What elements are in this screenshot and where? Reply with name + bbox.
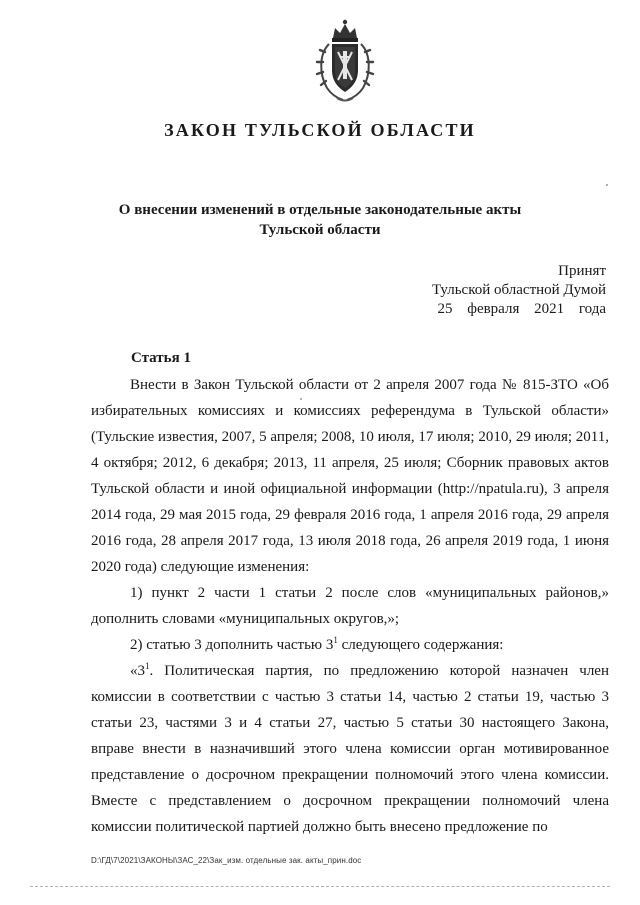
footer-file-path: D:\ГД\7\2021\ЗАКОНЫ\ЗАС_22\Зак_изм. отдельные зак. акты_прин.doc [91,856,362,865]
law-subject-line-2: Тульской области [259,222,381,238]
law-title: ЗАКОН ТУЛЬСКОЙ ОБЛАСТИ [164,120,476,140]
article-body [91,372,609,840]
paragraph-item-2-text-b: следующего содержания: [337,637,504,653]
tula-coat-of-arms-emblem [315,18,375,104]
paragraph-item-2 [91,632,609,658]
article-heading: Статья 1 [131,350,191,366]
adoption-block [432,262,606,319]
paragraph-item-2-superscript: 1 [333,635,338,645]
scan-speck [300,398,302,400]
scan-artifact-line [30,886,610,888]
paragraph-part-3-1-superscript: 1 [145,661,150,671]
adopted-date: 25 февраля 2021 года [437,301,606,317]
law-subject-line-1: О внесении изменений в отдельные законодательные акты [118,202,522,218]
paragraph-amendment-intro: Внести в Закон Тульской области от 2 апреля 2007 года № 815-ЗТО «Об избирательных комиссиях и комиссиях референдума в Тульской области» (Тульские известия, 2007, 5 апреля; 2008, 10 июля, 17 июля; 2010, 29 июля; 2011, 4 октября; 2012, 6 декабря; 2013, 11 апреля, 25 июля; Сборник правовых актов Тульской области и иной официальной информации (http://npatula.ru), 3 апреля 2014 года, 29 мая 2015 года, 29 февраля 2016 года, 1 апреля 2016 года, 29 апреля 2016 года, 28 апреля 2017 года, 13 июля 2018 года, 26 апреля 2019 года, 1 июня 2020 года) следующие изменения: [91,377,609,575]
law-subject [0,200,640,240]
paragraph-part-3-1 [91,658,609,840]
paragraph-item-2-text-a: 2) статью 3 дополнить частью 3 [130,637,334,653]
scan-speck [606,184,608,186]
paragraph-part-3-1-text-a: «3 [130,663,145,679]
adopted-by: Тульской областной Думой [431,282,606,298]
paragraph-part-3-1-text-b: . Политическая партия, по предложению которой назначен член комиссии в соответствии с частью 3 статьи 14, частью 2 статьи 19, частью 3 статьи 23, частями 3 и 4 статьи 27, частью 5 статьи 30 настоящего Закона, вправе внести в назначивший этого члена комиссии орган мотивированное представление о досрочном прекращении полномочий этого члена комиссии. Вместе с представлением о досрочном прекращении полномочий члена комиссии политической партией должно быть внесено предложение по [91,663,609,835]
paragraph-item-1: 1) пункт 2 части 1 статьи 2 после слов «муниципальных районов,» дополнить словами «муниципальных округов,»; [91,585,609,627]
adopted-label: Принят [558,263,606,279]
